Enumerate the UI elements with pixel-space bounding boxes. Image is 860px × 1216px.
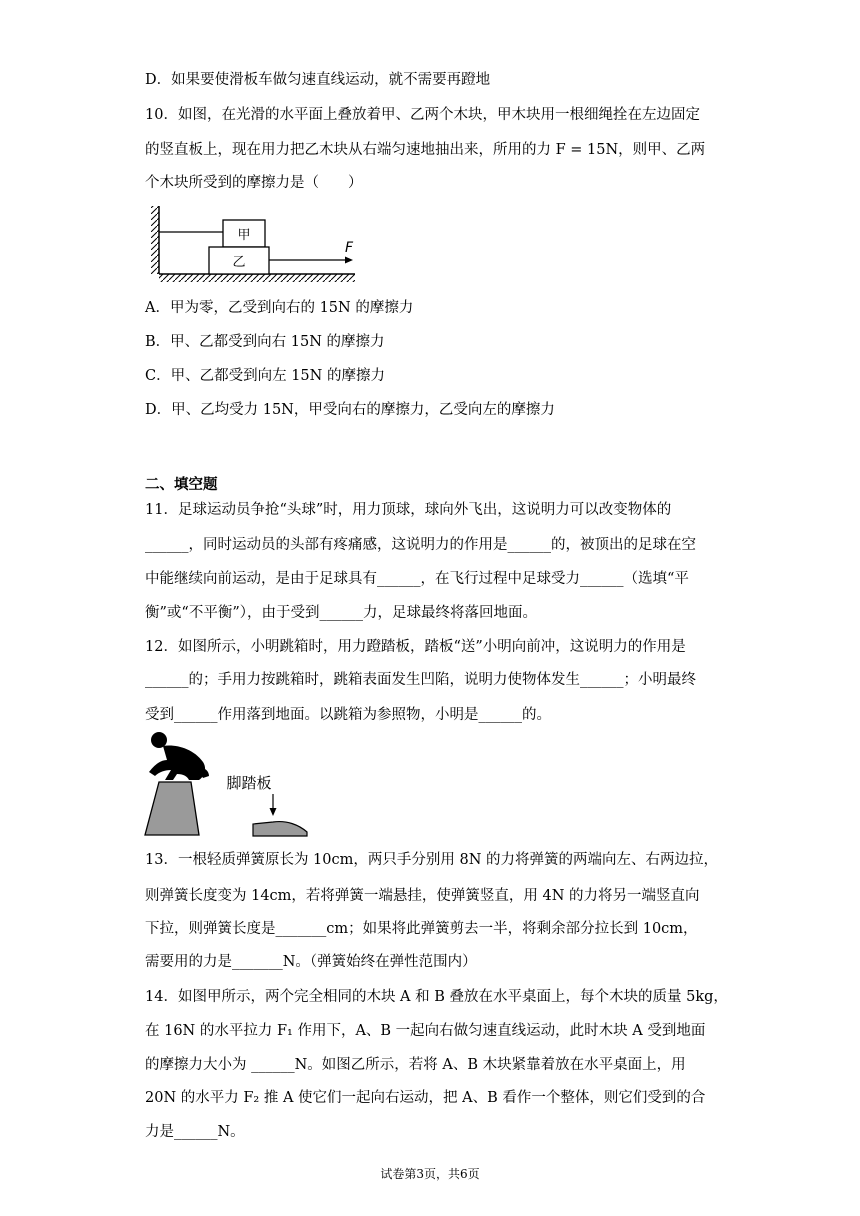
page-footer: 试卷第3页，共6页 [380,1167,480,1181]
person-silhouette [149,732,209,780]
q14-line-5: 力是______N。 [145,1124,245,1140]
q14-line-4: 20N 的水平力 F₂ 推 A 使它们一起向右运动，把 A、B 看作一个整体，则它们受到的合 [145,1090,706,1106]
ground-hatch [159,274,355,282]
q12-figure [145,730,325,840]
force-label: F [345,240,354,256]
q10-figure [145,202,365,287]
q11-line-1: 11．足球运动员争抢“头球”时，用力顶球，球向外飞出，这说明力可以改变物体的 [145,502,672,518]
block-yi-label: 乙 [232,255,246,270]
q13-line-4: 需要用的力是_______N。（弹簧始终在弹性范围内） [145,954,477,970]
pedal-arrowhead [270,808,277,816]
vaulting-box [145,782,199,835]
q10-stem-line-3: 个木块所受到的摩擦力是（ ） [145,175,363,191]
q10-option-d: D．甲、乙均受力 15N，甲受向右的摩擦力，乙受向左的摩擦力 [145,402,555,418]
q14-line-1: 14．如图甲所示，两个完全相同的木块 A 和 B 叠放在水平桌面上，每个木块的质量 5kg， [145,989,728,1005]
section-title: 二、填空题 [145,477,218,493]
q10-stem-line-1: 10．如图，在光滑的水平面上叠放着甲、乙两个木块，甲木块用一根细绳拴在左边固定 [145,107,700,123]
pedal-label: 脚踏板 [226,774,272,792]
q12-line-3: 受到______作用落到地面。以跳箱为参照物，小明是______的。 [145,707,551,723]
q12-line-2: ______的；手用力按跳箱时，跳箱表面发生凹陷，说明力使物体发生______；小明最终 [145,672,696,688]
q13-line-2: 则弹簧长度变为 14cm，若将弹簧一端悬挂，使弹簧竖直，用 4N 的力将另一端竖直向 [145,888,700,904]
q11-line-3: 中能继续向前运动，是由于足球具有______，在飞行过程中足球受力______（选填“平 [145,571,689,587]
q9-option-d: D．如果要使滑板车做匀速直线运动，就不需要再蹬地 [145,72,491,88]
q10-option-a: A．甲为零，乙受到向右的 15N 的摩擦力 [145,300,414,316]
q11-line-2: ______，同时运动员的头部有疼痛感，这说明力的作用是______的，被顶出的足球在空 [145,537,696,553]
force-arrowhead [345,257,353,264]
q13-line-1: 13．一根轻质弹簧原长为 10cm，两只手分别用 8N 的力将弹簧的两端向左、右两边拉， [145,852,719,868]
q12-line-1: 12．如图所示，小明跳箱时，用力蹬踏板，踏板“送”小明向前冲，这说明力的作用是 [145,639,686,655]
springboard [253,822,307,836]
block-jia-label: 甲 [237,228,251,243]
q14-line-2: 在 16N 的水平拉力 F₁ 作用下，A、B 一起向右做匀速直线运动，此时木块 A 受到地面 [145,1023,706,1039]
q13-line-3: 下拉，则弹簧长度是_______cm；如果将此弹簧剪去一半，将剩余部分拉长到 10cm， [145,921,698,937]
q11-line-4: 衡”或“不平衡”），由于受到______力，足球最终将落回地面。 [145,605,537,621]
q10-option-b: B．甲、乙都受到向右 15N 的摩擦力 [145,334,385,350]
q14-line-3: 的摩擦力大小为 ______N。如图乙所示，若将 A、B 木块紧靠着放在水平桌面上，用 [145,1057,686,1073]
wall-hatch [151,206,159,274]
q10-option-c: C．甲、乙都受到向左 15N 的摩擦力 [145,368,385,384]
q10-stem-line-2: 的竖直板上，现在用力把乙木块从右端匀速地抽出来，所用的力 F = 15N，则甲、乙两 [145,142,706,158]
